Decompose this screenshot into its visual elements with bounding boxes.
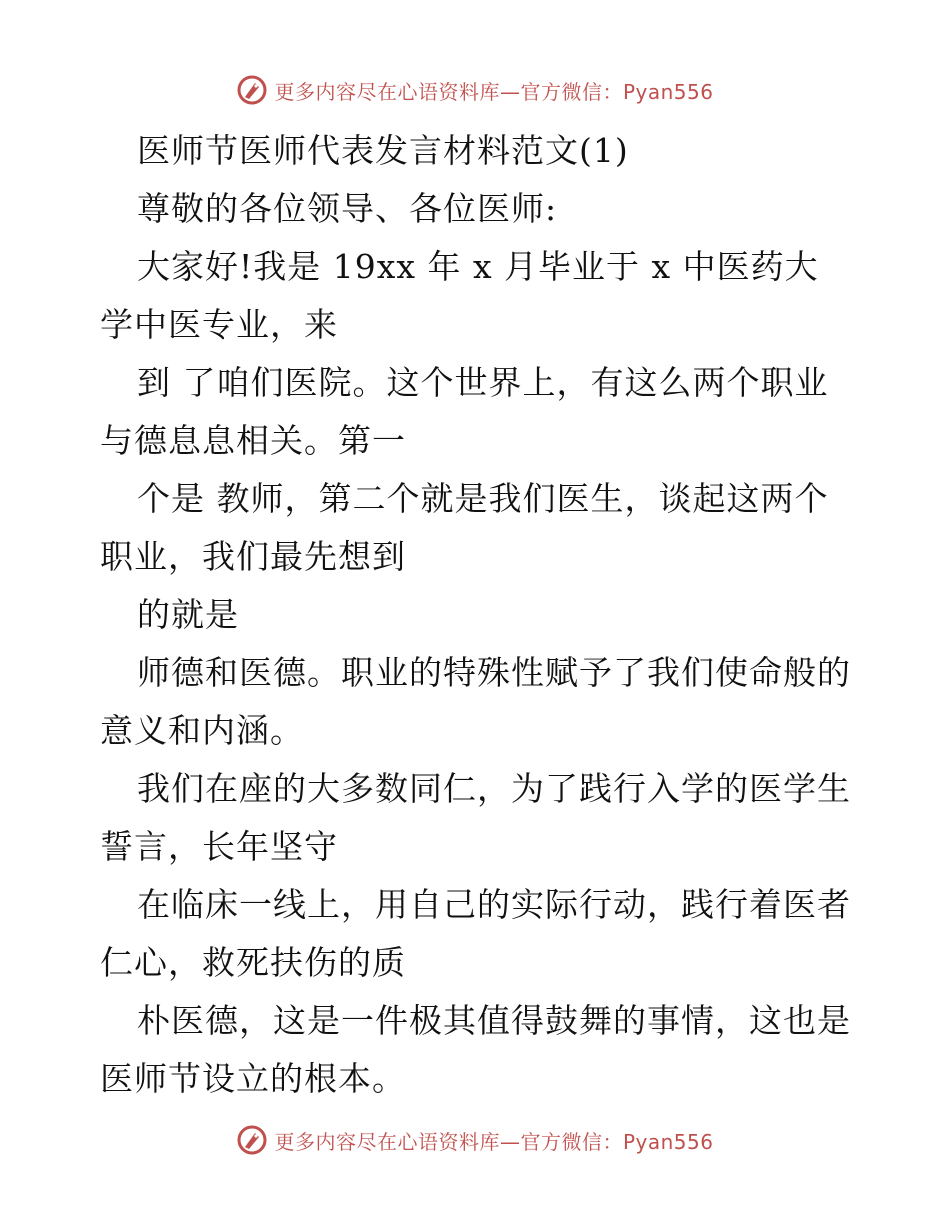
paragraph-line: 在临床一线上，用自己的实际行动，践行着医者: [137, 885, 851, 924]
paragraph-line: 个是 教师，第二个就是我们医生，谈起这两个: [137, 479, 829, 518]
paragraph-line: 师德和医德。职业的特殊性赋予了我们使命般的: [137, 653, 851, 692]
paragraph-line: 职业，我们最先想到: [100, 537, 406, 576]
paragraph-line: 学中医专业，来: [100, 305, 338, 344]
footer-banner-text: 更多内容尽在心语资料库—官方微信：Pyan556: [274, 1129, 714, 1154]
paragraph-line: 誓言，长年坚守: [100, 827, 338, 866]
document-title: 医师节医师代表发言材料范文(1): [137, 131, 629, 170]
paragraph-line: 意义和内涵。: [100, 711, 304, 750]
paragraph-line: 与德息息相关。第一: [100, 421, 406, 460]
pen-nib-logo-icon: [236, 74, 268, 106]
header-banner-text: 更多内容尽在心语资料库—官方微信：Pyan556: [274, 79, 714, 104]
paragraph-line: 到 了咱们医院。这个世界上，有这么两个职业: [137, 363, 829, 402]
paragraph-line: 的就是: [137, 595, 239, 634]
salutation: 尊敬的各位领导、各位医师:: [137, 189, 558, 228]
paragraph-line: 我们在座的大多数同仁，为了践行入学的医学生: [137, 769, 851, 808]
paragraph-line: 仁心，救死扶伤的质: [100, 943, 406, 982]
header-banner: [0, 72, 950, 108]
paragraph-line: 医师节设立的根本。: [100, 1059, 406, 1098]
paragraph-line: 朴医德，这是一件极其值得鼓舞的事情，这也是: [137, 1001, 851, 1040]
paragraph-line: 大家好!我是 19xx 年 x 月毕业于 x 中医药大: [137, 247, 819, 286]
document-body: [100, 122, 860, 1108]
footer-banner: [0, 1122, 950, 1158]
pen-nib-logo-icon: [236, 1124, 268, 1156]
